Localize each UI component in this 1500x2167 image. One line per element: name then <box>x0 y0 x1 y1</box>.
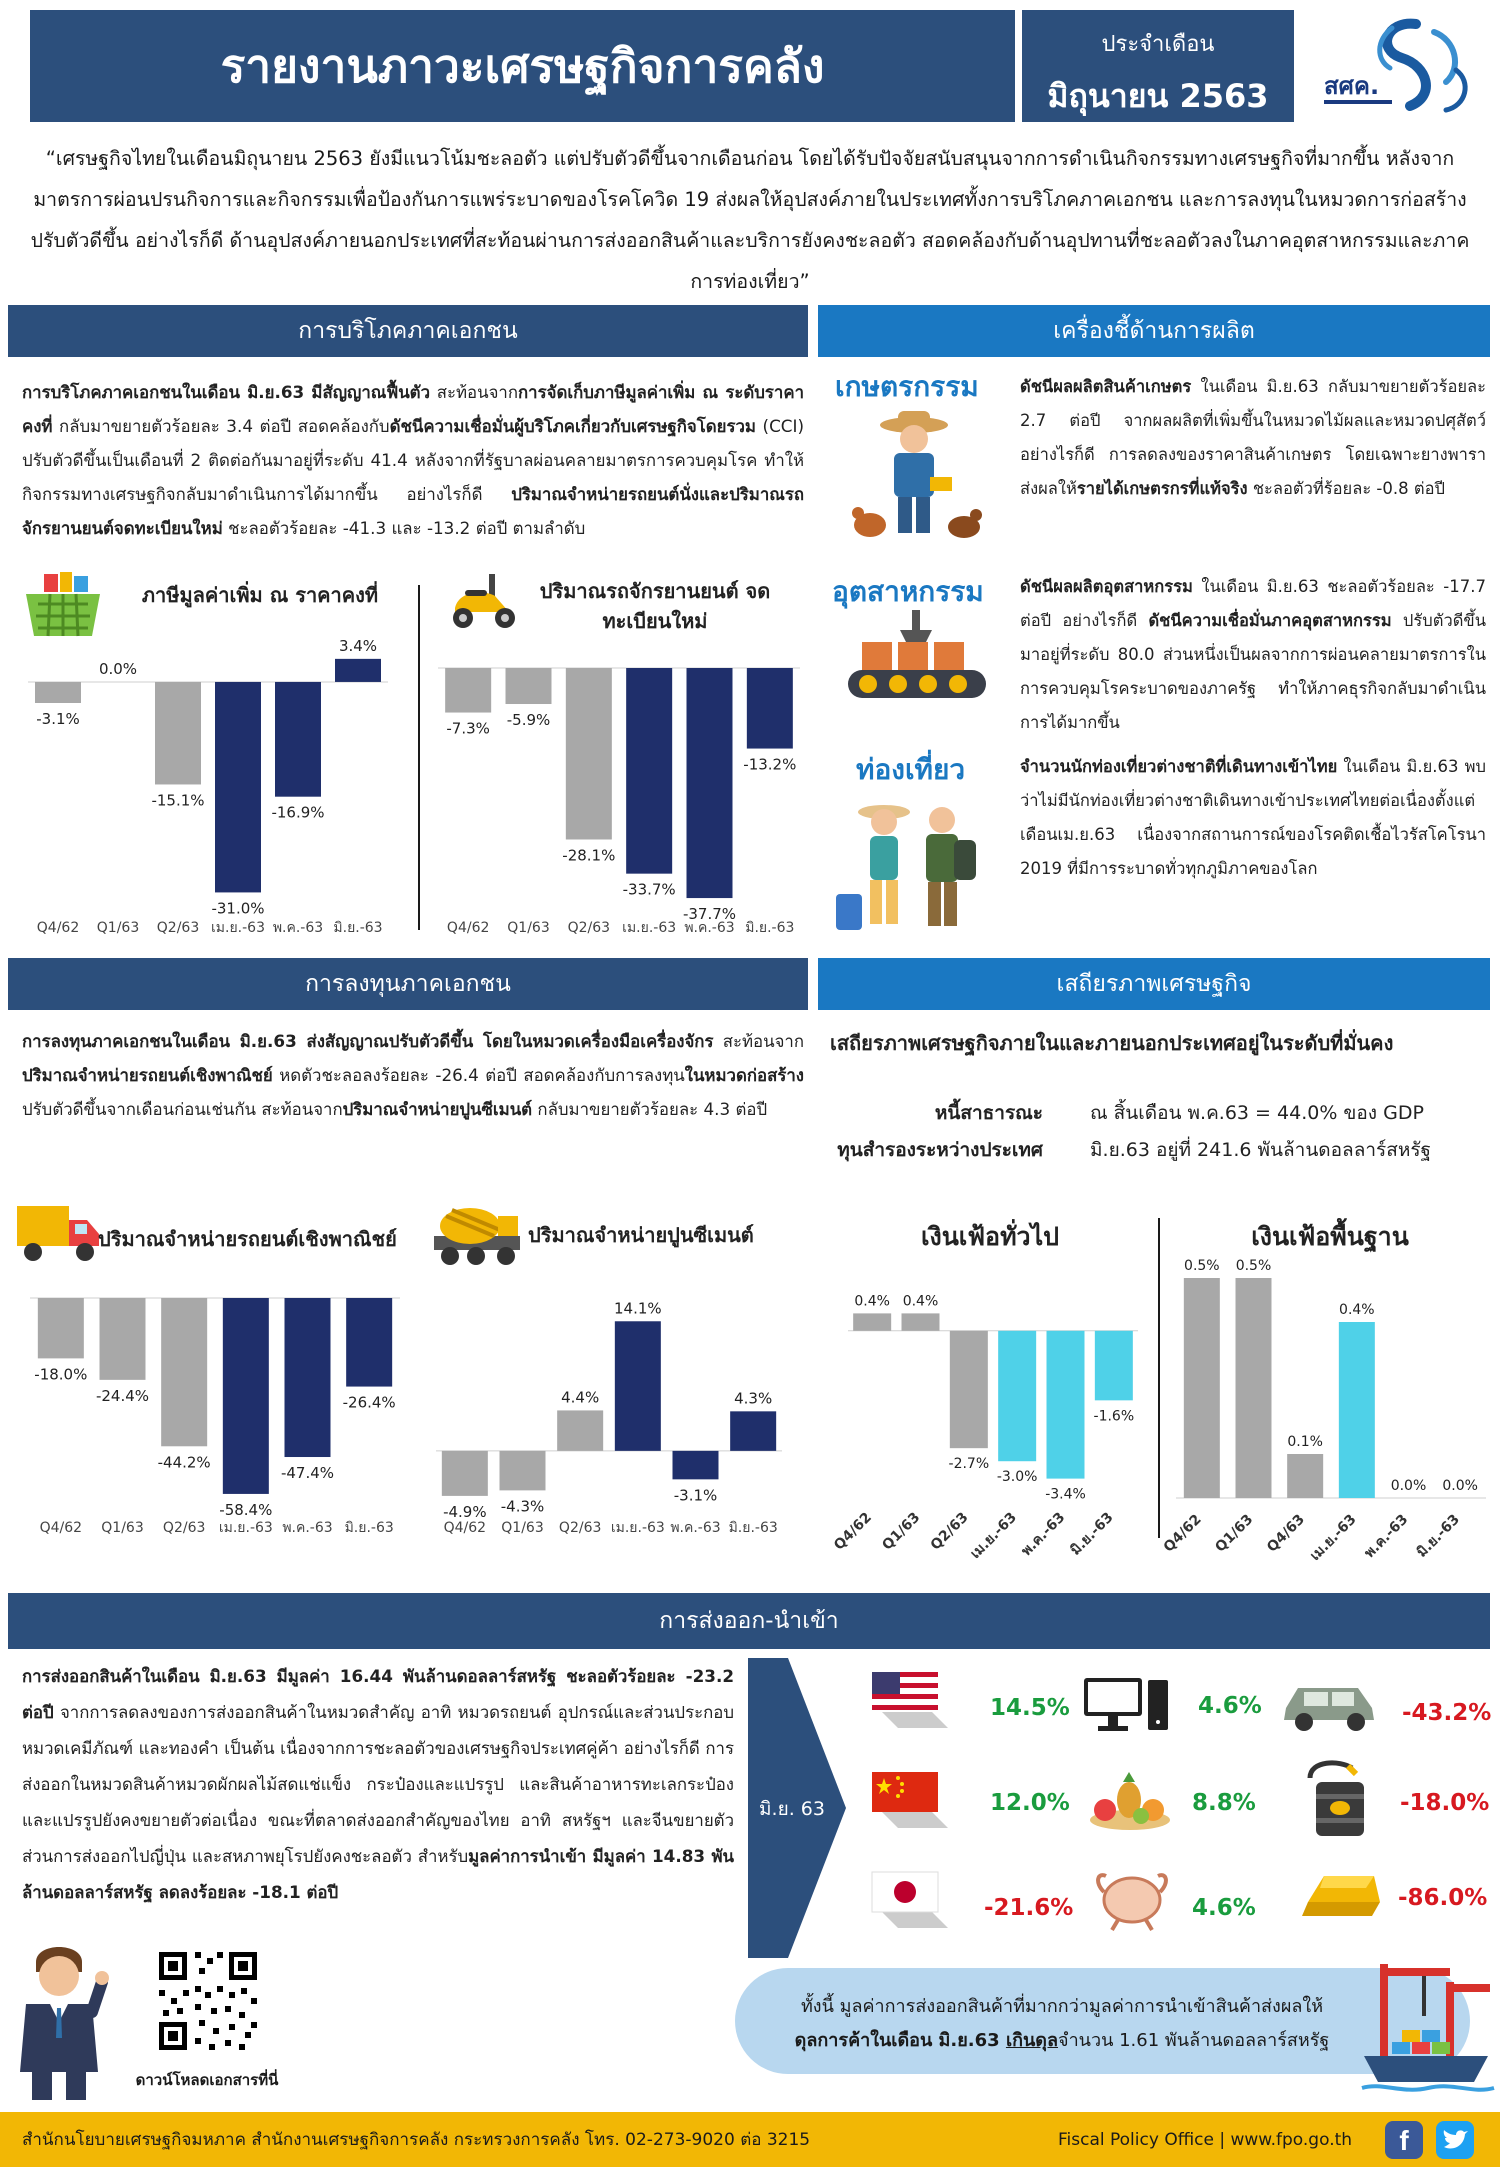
bar-label-moto-0: -7.3% <box>446 719 490 738</box>
bar-headline-0 <box>853 1313 891 1330</box>
x-tick-vat-2: Q2/63 <box>156 920 200 936</box>
x-tick-core-2: Q4/63 <box>1263 1511 1308 1556</box>
bar-commercial-2 <box>161 1298 207 1446</box>
stability-heading: เสถียรภาพเศรษฐกิจ <box>818 958 1490 1010</box>
trade-text-1: การส่งออกสินค้าในเดือน มิ.ย.63 มีมูลค่า 16.44 พันล้านดอลลาร์สหรัฐ ชะลอตัวร้อยละ -23.2 ต่อปี <box>22 1666 734 1722</box>
us-flag-icon <box>868 1668 952 1730</box>
cargo-ship-icon <box>1362 1958 1494 2108</box>
us-export-growth: 14.5% <box>990 1695 1070 1721</box>
bar-label-moto-1: -5.9% <box>506 711 551 730</box>
bar-label-moto-4: -37.7% <box>682 905 737 924</box>
tourists-icon <box>830 790 1000 940</box>
bar-label-commercial-3: -58.4% <box>219 1500 273 1519</box>
fpo-logo <box>1306 10 1486 122</box>
investment-text <box>22 1024 804 1126</box>
footer-bar <box>0 2112 1500 2167</box>
x-tick-headline-3: เม.ย.-63 <box>967 1509 1020 1562</box>
stability-summary: เสถียรภาพเศรษฐกิจภายในและภายนอกประเทศอยู่ในระดับที่มั่นคง <box>830 1031 1394 1055</box>
trade-text <box>22 1658 734 1910</box>
bar-moto-0 <box>445 668 491 713</box>
bar-moto-1 <box>506 668 552 704</box>
bar-label-commercial-2: -44.2% <box>157 1453 211 1472</box>
trade-balance-1: ทั้งนี้ มูลค่าการส่งออกสินค้าที่มากกว่ามูลค่าการนำเข้าสินค้าส่งผลให้ <box>800 1996 1324 2017</box>
bar-cement-1 <box>500 1451 546 1491</box>
twitter-icon[interactable] <box>1436 2121 1474 2159</box>
x-tick-headline-2: Q2/63 <box>927 1509 972 1554</box>
mascot-icon <box>10 1942 108 2102</box>
x-tick-commercial-5: มิ.ย.-63 <box>344 1520 394 1536</box>
chart-divider <box>418 585 420 930</box>
agri-text-4: ชะลอตัวที่ร้อยละ -0.8 ต่อปี <box>1247 479 1445 498</box>
oil-export-growth: -18.0% <box>1400 1790 1490 1816</box>
farmer-icon <box>842 405 992 545</box>
trade-balance-4: จำนวน 1.61 พันล้านดอลลาร์สหรัฐ <box>1058 2030 1330 2051</box>
consumption-text-3: การจัดเก็บภาษีมูลค่าเพิ่ม ณ ระดับราคาคงที่ <box>22 382 804 436</box>
moto-chart <box>438 640 800 940</box>
investment-text-6: ปรับตัวดีขึ้นจากเดือนก่อนเช่นกัน สะท้อนจาก <box>22 1099 343 1119</box>
x-tick-moto-0: Q4/62 <box>446 920 490 936</box>
x-tick-vat-3: เม.ย.-63 <box>211 920 265 936</box>
bar-core-0 <box>1184 1278 1220 1498</box>
computer-icon <box>1082 1676 1172 1734</box>
x-tick-cement-4: พ.ค.-63 <box>670 1520 721 1536</box>
consumption-heading: การบริโภคภาคเอกชน <box>8 305 808 357</box>
consumption-text-8: ชะลอตัวร้อยละ -41.3 และ -13.2 ต่อปี ตามลำดับ <box>222 518 586 538</box>
consumption-text-5: ดัชนีความเชื่อมั่นผู้บริโภคเกี่ยวกับเศรษฐกิจโดยรวม <box>389 416 756 436</box>
public-debt-label: หนี้สาธารณะ <box>934 1102 1043 1124</box>
industry-text-2: ในเดือน มิ.ย.63 ชะลอตัวร้อยละ -17.7 ต่อปี อย่างไรก็ดี <box>1020 577 1486 630</box>
industry-text-1: ดัชนีผลผลิตอุตสาหกรรม <box>1020 577 1193 596</box>
bar-headline-5 <box>1095 1331 1133 1401</box>
investment-heading: การลงทุนภาคเอกชน <box>8 958 808 1010</box>
moto-chart-title: ปริมาณรถจักรยานยนต์ จดทะเบียนใหม่ <box>539 579 771 633</box>
trade-text-3: มูลค่าการนำเข้า มีมูลค่า 14.83 พันล้านดอลลาร์สหรัฐ ลดลงร้อยละ -18.1 ต่อปี <box>22 1846 734 1902</box>
core-inflation-chart <box>1160 1250 1486 1564</box>
bar-label-cement-1: -4.3% <box>500 1497 545 1516</box>
x-tick-vat-0: Q4/62 <box>36 920 80 936</box>
bar-cement-3 <box>615 1321 661 1451</box>
tourism-text-2: ในเดือน มิ.ย.63 พบว่าไม่มีนักท่องเที่ยวต่างชาติเดินทางเข้าประเทศไทยต่อเนื่องตั้งแต่เดือนเม.ย.63 เนื่องจากสถานการณ์ของโรคติดเชื้อไวรัสโคโรนา 2019 ที่มีการระบาดทั่วทุกภูมิภาคของโลก <box>1020 757 1486 878</box>
bar-label-vat-1: 0.0% <box>98 659 138 678</box>
bar-label-vat-3: -31.0% <box>211 899 265 918</box>
bar-moto-2 <box>566 668 612 839</box>
cement-chart <box>436 1285 782 1540</box>
bar-label-vat-2: -15.1% <box>151 791 205 810</box>
chicken-icon <box>1090 1862 1174 1932</box>
gold-export-growth: -86.0% <box>1398 1885 1488 1911</box>
x-tick-core-0: Q4/62 <box>1160 1511 1205 1556</box>
consumption-text <box>22 375 804 545</box>
bar-vat-2 <box>155 682 201 785</box>
bar-vat-5 <box>335 659 381 682</box>
fruit-export-growth: 8.8% <box>1192 1790 1256 1816</box>
x-tick-commercial-2: Q2/63 <box>162 1520 206 1536</box>
bar-label-headline-2: -2.7% <box>948 1456 990 1473</box>
bar-vat-3 <box>215 682 261 892</box>
x-tick-vat-4: พ.ค.-63 <box>272 920 324 936</box>
x-tick-core-3: เม.ย.-63 <box>1307 1511 1360 1564</box>
inflation-divider <box>1158 1218 1160 1538</box>
bar-label-commercial-5: -26.4% <box>342 1393 396 1412</box>
trade-balance-2: ดุลการค้าในเดือน มิ.ย.63 <box>794 2030 1006 2051</box>
bar-core-3 <box>1339 1322 1375 1498</box>
gold-bar-icon <box>1300 1862 1384 1922</box>
industry-text-3: ดัชนีความเชื่อมั่นภาคอุตสาหกรรม <box>1148 611 1392 630</box>
bar-moto-4 <box>687 668 733 898</box>
bar-label-cement-4: -3.1% <box>673 1486 718 1505</box>
x-tick-cement-2: Q2/63 <box>558 1520 602 1536</box>
consumption-text-7: ปริมาณจำหน่ายรถยนต์นั่งและปริมาณรถจักรยานยนต์จดทะเบียนใหม่ <box>22 484 804 538</box>
facebook-icon[interactable]: f <box>1385 2121 1423 2159</box>
seafood-chicken-export-growth: 4.6% <box>1192 1895 1256 1921</box>
bar-label-moto-2: -28.1% <box>562 846 616 865</box>
qr-caption: ดาวน์โหลดเอกสารที่นี่ <box>135 2071 279 2089</box>
japan-export-growth: -21.6% <box>984 1895 1074 1921</box>
logo-text: สศค. <box>1324 72 1380 100</box>
period-label: ประจำเดือน <box>1101 32 1215 57</box>
bar-vat-4 <box>275 682 321 797</box>
x-tick-moto-4: พ.ค.-63 <box>684 920 735 936</box>
x-tick-headline-4: พ.ค.-63 <box>1018 1509 1069 1560</box>
agri-text-2: ในเดือน มิ.ย.63 กลับมาขยายตัวร้อยละ 2.7 ต่อปี จากผลผลิตที่เพิ่มขึ้นในหมวดไม้ผลและหมวดปศุสัตว์ อย่างไรก็ดี การลดลงของราคาสินค้าเกษตร โดยเฉพาะยางพารา ส่งผลให้ <box>1020 377 1486 498</box>
tourism-text <box>1020 750 1486 886</box>
vat-chart-title: ภาษีมูลค่าเพิ่ม ณ ราคาคงที่ <box>141 583 379 607</box>
bar-commercial-4 <box>285 1298 331 1457</box>
bar-cement-0 <box>442 1451 488 1496</box>
car-export-growth: -43.2% <box>1402 1700 1492 1726</box>
bar-label-cement-3: 14.1% <box>614 1299 662 1318</box>
oil-barrel-icon <box>1300 1758 1380 1840</box>
x-tick-commercial-0: Q4/62 <box>39 1520 83 1536</box>
x-tick-moto-2: Q2/63 <box>567 920 611 936</box>
bar-commercial-3 <box>223 1298 269 1494</box>
bar-commercial-0 <box>38 1298 84 1358</box>
bar-headline-3 <box>998 1331 1036 1461</box>
bar-cement-4 <box>673 1451 719 1479</box>
period-box <box>1022 10 1294 122</box>
x-tick-moto-1: Q1/63 <box>507 920 550 936</box>
x-tick-core-5: มิ.ย.-63 <box>1413 1511 1463 1561</box>
public-debt-value: ณ สิ้นเดือน พ.ค.63 = 44.0% ของ GDP <box>1090 1102 1424 1124</box>
bar-moto-3 <box>626 668 672 874</box>
bar-label-headline-3: -3.0% <box>996 1469 1038 1486</box>
bar-label-core-2: 0.1% <box>1287 1434 1323 1450</box>
x-tick-moto-5: มิ.ย.-63 <box>745 920 795 936</box>
bar-label-commercial-1: -24.4% <box>95 1386 150 1405</box>
x-tick-commercial-4: พ.ค.-63 <box>282 1520 333 1536</box>
investment-text-4: หดตัวชะลอลงร้อยละ -26.4 ต่อปี สอดคล้องกับการลงทุน <box>272 1065 685 1085</box>
tourism-label: ท่องเที่ยว <box>856 753 966 786</box>
agri-text-1: ดัชนีผลผลิตสินค้าเกษตร <box>1020 377 1192 396</box>
core-inflation-title: เงินเฟ้อพื้นฐาน <box>1251 1222 1409 1251</box>
trade-balance-text <box>752 1990 1372 2058</box>
bar-cement-5 <box>730 1411 776 1451</box>
bar-label-vat-4: -16.9% <box>271 803 325 822</box>
reserves-value: มิ.ย.63 อยู่ที่ 241.6 พันล้านดอลลาร์สหรัฐ <box>1090 1139 1432 1161</box>
commercial-chart-title: ปริมาณจำหน่ายรถยนต์เชิงพาณิชย์ <box>98 1227 397 1251</box>
x-tick-headline-5: มิ.ย.-63 <box>1067 1509 1117 1559</box>
bar-label-vat-0: -3.1% <box>36 709 80 728</box>
x-tick-core-1: Q1/63 <box>1212 1511 1257 1556</box>
intro-quote: “เศรษฐกิจไทยในเดือนมิถุนายน 2563 ยังมีแนวโน้มชะลอตัว แต่ปรับตัวดีขึ้นจากเดือนก่อน โดยได้รับปัจจัยสนับสนุนจากการดำเนินกิจกรรมทางเศรษฐกิจที่มากขึ้น หลังจากมาตรการผ่อนปรนกิจการและกิจกรรมเพื่อป้องกันการแพร่ระบาดของโรคโควิด 19 ส่งผลให้อุปสงค์ภายในประเทศทั้งการบริโภคภาคเอกชน และการลงทุนในหมวดการก่อสร้างปรับตัวดีขึ้น อย่างไรก็ดี ด้านอุปสงค์ภายนอกประเทศที่สะท้อนผ่านการส่งออกสินค้าและบริการยังคงชะลอตัว สอดคล้องกับด้านอุปทานที่ชะลอตัวลงในภาคอุตสาหกรรมและภาคการท่องเที่ยว” <box>30 147 1470 293</box>
x-tick-moto-3: เม.ย.-63 <box>622 920 677 936</box>
bar-moto-5 <box>747 668 793 749</box>
x-tick-commercial-1: Q1/63 <box>101 1520 144 1536</box>
investment-text-3: ปริมาณจำหน่ายรถยนต์เชิงพาณิชย์ <box>22 1065 273 1085</box>
bar-label-core-5: 0.0% <box>1442 1478 1478 1494</box>
report-title: รายงานภาวะเศรษฐกิจการคลัง <box>30 10 1015 122</box>
x-tick-headline-0: Q4/62 <box>830 1509 875 1554</box>
x-tick-cement-5: มิ.ย.-63 <box>728 1520 778 1536</box>
commercial-chart <box>30 1270 400 1540</box>
tourism-text-1: จำนวนนักท่องเที่ยวต่างชาติที่เดินทางเข้าไทย <box>1020 757 1338 776</box>
truck-icon <box>15 1200 101 1266</box>
cement-chart-title: ปริมาณจำหน่ายปูนซีเมนต์ <box>528 1223 754 1247</box>
industry-text <box>1020 570 1486 740</box>
x-tick-vat-1: Q1/63 <box>96 920 140 936</box>
consumption-text-6: (CCI) ปรับตัวดีขึ้นเป็นเดือนที่ 2 ติดต่อกันมาอยู่ที่ระดับ 41.4 หลังจากที่รัฐบาลผ่อนคลายมาตรการควบคุมโรค ทำให้กิจกรรมทางเศรษฐกิจกลับมาดำเนินการได้มากขึ้น อย่างไรก็ดี <box>22 416 805 504</box>
x-tick-vat-5: มิ.ย.-63 <box>333 920 383 936</box>
period-value: มิถุนายน 2563 <box>1047 77 1269 115</box>
fruit-icon <box>1085 1772 1175 1832</box>
bar-cement-2 <box>557 1410 603 1450</box>
factory-conveyor-icon <box>842 610 992 700</box>
headline-inflation-chart <box>830 1268 1138 1562</box>
bar-label-core-3: 0.4% <box>1339 1302 1375 1318</box>
x-tick-cement-0: Q4/62 <box>443 1520 487 1536</box>
bar-commercial-5 <box>346 1298 392 1387</box>
bar-core-2 <box>1287 1454 1323 1498</box>
consumption-text-4: กลับมาขยายตัวร้อยละ 3.4 ต่อปี สอดคล้องกับ <box>52 416 390 436</box>
computer-export-growth: 4.6% <box>1198 1693 1262 1719</box>
bar-commercial-1 <box>100 1298 146 1380</box>
investment-text-2: สะท้อนจาก <box>713 1031 804 1051</box>
bar-label-headline-5: -1.6% <box>1093 1408 1135 1425</box>
x-tick-cement-3: เม.ย.-63 <box>610 1520 665 1536</box>
footer-contact: สำนักนโยบายเศรษฐกิจมหภาค สำนักงานเศรษฐกิจการคลัง กระทรวงการคลัง โทร. 02-273-9020 ต่อ 3215 <box>22 2130 811 2150</box>
bar-label-cement-2: 4.4% <box>561 1388 600 1407</box>
bar-label-headline-4: -3.4% <box>1045 1486 1086 1503</box>
trade-text-2: จากการลดลงของการส่งออกสินค้าในหมวดสำคัญ อาทิ หมวดรถยนต์ อุปกรณ์และส่วนประกอบ หมวดเคมีภัณฑ์ และทองคำ เป็นต้น เนื่องจากการชะลอตัวของเศรษฐกิจประเทศคู่ค้า อย่างไรก็ดี การส่งออกในหมวดสินค้าหมวดผักผลไม้สดแช่แข็ง กระป๋องและแปรรูป และสินค้าอาหารทะเลกระป๋องและแปรรูปยังคงขยายตัวต่อเนื่อง ขณะที่ตลาดส่งออกสำคัญของไทย อาทิ สหรัฐฯ และจีนขยายตัว ส่วนการส่งออกไปญี่ปุ่น และสหภาพยุโรปยังคงชะลอตัว สำหรับ <box>22 1702 734 1866</box>
bar-label-cement-5: 4.3% <box>734 1389 773 1408</box>
agri-text <box>1020 370 1486 506</box>
consumption-text-1: การบริโภคภาคเอกชนในเดือน มิ.ย.63 มีสัญญาณฟื้นตัว <box>22 382 430 402</box>
x-tick-commercial-3: เม.ย.-63 <box>218 1520 273 1536</box>
bar-label-moto-5: -13.2% <box>743 755 797 774</box>
trade-balance-3: เกินดุล <box>1005 2030 1059 2051</box>
bar-label-headline-0: 0.4% <box>854 1293 890 1310</box>
investment-text-1: การลงทุนภาคเอกชนในเดือน มิ.ย.63 ส่งสัญญาณปรับตัวดีขึ้น โดยในหมวดเครื่องมือเครื่องจักร <box>22 1031 714 1051</box>
x-tick-core-4: พ.ค.-63 <box>1361 1511 1412 1562</box>
car-icon <box>1280 1670 1380 1734</box>
x-tick-cement-1: Q1/63 <box>501 1520 544 1536</box>
investment-text-5: ในหมวดก่อสร้าง <box>684 1065 804 1085</box>
reserves-label: ทุนสำรองระหว่างประเทศ <box>837 1139 1043 1161</box>
investment-text-7: ปริมาณจำหน่ายปูนซีเมนต์ <box>342 1099 533 1119</box>
x-tick-headline-1: Q1/63 <box>879 1509 924 1554</box>
bar-headline-1 <box>902 1313 940 1330</box>
bar-label-core-4: 0.0% <box>1390 1478 1427 1494</box>
bar-label-core-0: 0.5% <box>1184 1258 1220 1274</box>
bar-label-cement-0: -4.9% <box>443 1502 487 1521</box>
china-flag-icon <box>868 1768 952 1830</box>
qr-code[interactable] <box>155 1948 261 2054</box>
bar-label-commercial-0: -18.0% <box>34 1365 88 1384</box>
trade-heading: การส่งออก-นำเข้า <box>8 1593 1490 1649</box>
bar-label-moto-3: -33.7% <box>622 880 676 899</box>
industry-text-4: ปรับตัวดีขึ้นมาอยู่ที่ระดับ 80.0 ส่วนหนึ่งเป็นผลจากการผ่อนคลายมาตรการในการควบคุมโรคระบาดของภาครัฐ ทำให้ภาคธุรกิจกลับมาดำเนินการได้มากขึ้น <box>1020 611 1486 732</box>
footer-website[interactable]: Fiscal Policy Office | www.fpo.go.th <box>1058 2129 1353 2150</box>
bar-core-1 <box>1236 1278 1272 1498</box>
bar-label-vat-5: 3.4% <box>338 636 378 655</box>
bar-label-commercial-4: -47.4% <box>280 1464 335 1483</box>
agri-label: เกษตรกรรม <box>835 370 979 403</box>
china-export-growth: 12.0% <box>990 1790 1070 1816</box>
headline-inflation-title: เงินเฟ้อทั่วไป <box>920 1222 1060 1251</box>
vat-chart <box>28 620 388 940</box>
bar-label-headline-1: 0.4% <box>902 1293 939 1310</box>
investment-text-8: กลับมาขยายตัวร้อยละ 4.3 ต่อปี <box>532 1099 768 1119</box>
month-tag: มิ.ย. 63 <box>759 1798 825 1820</box>
consumption-text-2: สะท้อนจาก <box>430 382 519 402</box>
japan-flag-icon <box>868 1868 952 1930</box>
bar-vat-0 <box>35 682 81 703</box>
industry-label: อุตสาหกรรม <box>832 575 984 608</box>
production-heading: เครื่องชี้ด้านการผลิต <box>818 305 1490 357</box>
cement-truck-icon <box>432 1200 522 1270</box>
bar-headline-2 <box>950 1331 988 1448</box>
scooter-icon <box>445 568 521 632</box>
agri-text-3: รายได้เกษตรกรที่แท้จริง <box>1076 479 1248 498</box>
bar-label-core-1: 0.5% <box>1235 1258 1272 1274</box>
bar-headline-4 <box>1047 1331 1085 1479</box>
